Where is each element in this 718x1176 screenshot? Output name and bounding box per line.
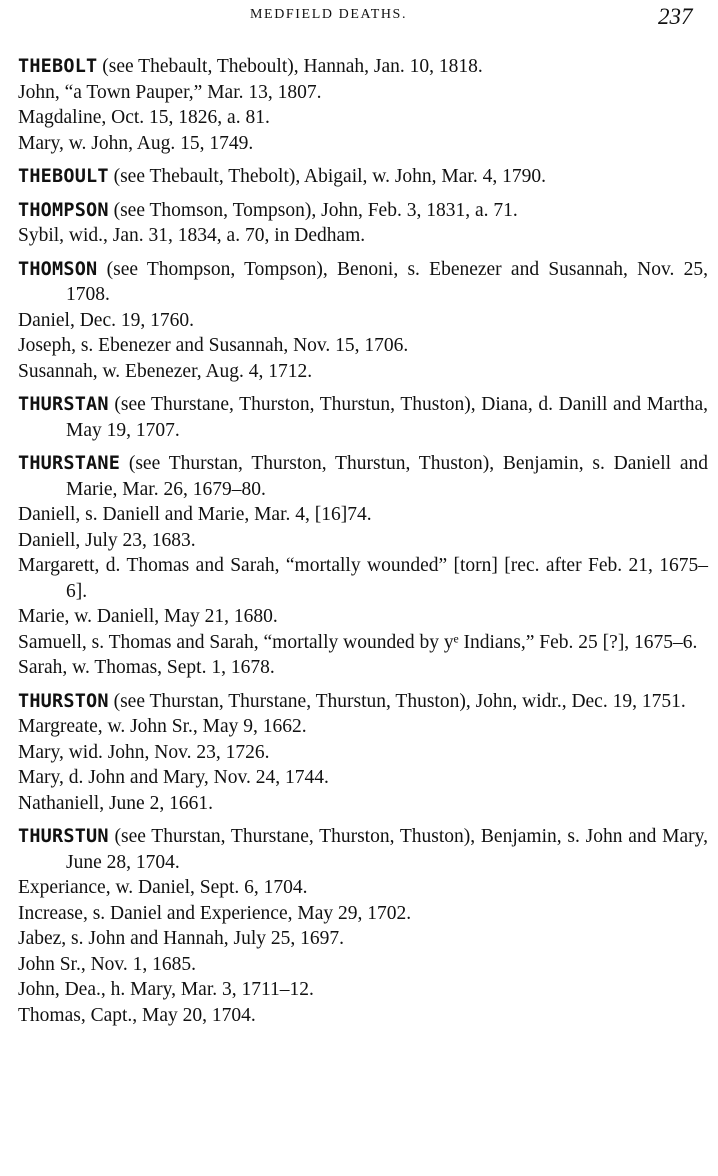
surname: THEBOLT — [18, 56, 98, 77]
surname-group — [18, 164, 708, 190]
death-record: Daniel, Dec. 19, 1760. — [18, 309, 194, 331]
death-record: Thomas, Capt., May 20, 1704. — [18, 1004, 256, 1026]
death-record: Jabez, s. John and Hannah, July 25, 1697. — [18, 928, 345, 949]
death-record: Daniell, July 23, 1683. — [18, 529, 196, 551]
surname-group — [18, 689, 708, 817]
page-number: 237 — [658, 4, 693, 29]
death-record: Margreate, w. John Sr., May 9, 1662. — [18, 716, 307, 737]
death-record: Margarett, d. Thomas and Sarah, “mortally wounded” [torn] [rec. after Feb. 21, 1675–6]. — [18, 555, 708, 602]
surname-first-record: (see Thurstan, Thurstane, Thurston, Thuston), Benjamin, s. John and Mary, June 28, 1704. — [66, 826, 708, 873]
death-record: Experiance, w. Daniel, Sept. 6, 1704. — [18, 877, 308, 898]
surname: THOMSON — [18, 258, 98, 280]
surname-first-record: (see Thebault, Thebolt), Abigail, w. John, Mar. 4, 1790. — [108, 166, 546, 187]
page-header — [0, 4, 718, 34]
death-record: Mary, w. John, Aug. 15, 1749. — [18, 132, 254, 154]
running-head: MEDFIELD DEATHS. — [250, 7, 408, 22]
death-record: Samuell, s. Thomas and Sarah, “mortally wounded by yᵉ Indians,” Feb. 25 [?], 1675–6. — [18, 631, 698, 653]
surname-first-record: (see Thurstan, Thurstane, Thurstun, Thuston), John, widr., Dec. 19, 1751. — [108, 690, 686, 712]
death-record: John Sr., Nov. 1, 1685. — [18, 953, 197, 975]
death-record: Marie, w. Daniell, May 21, 1680. — [18, 606, 278, 627]
surname-first-record: (see Thurstan, Thurston, Thurstun, Thuston), Benjamin, s. Daniell and Marie, Mar. 26, 1679–80. — [66, 453, 708, 500]
surname: THURSTUN — [18, 826, 109, 847]
surname: THEBOULT — [18, 166, 109, 187]
surname-first-record: (see Thebault, Theboult), Hannah, Jan. 10, 1818. — [97, 56, 483, 77]
surname-group — [18, 824, 708, 1028]
death-record: Susannah, w. Ebenezer, Aug. 4, 1712. — [18, 360, 313, 382]
surname-group — [18, 54, 708, 156]
surname-group — [18, 451, 708, 681]
surname: THURSTAN — [18, 394, 109, 415]
register-text — [18, 54, 708, 1036]
death-record: Daniell, s. Daniell and Marie, Mar. 4, [16]74. — [18, 504, 372, 525]
surname-heading-entry — [18, 198, 708, 224]
surname: THURSTON — [18, 690, 109, 712]
surname: THOMPSON — [18, 199, 109, 221]
death-record: Nathaniell, June 2, 1661. — [18, 792, 213, 814]
surname-heading-entry — [18, 54, 708, 80]
death-record: John, Dea., h. Mary, Mar. 3, 1711–12. — [18, 979, 314, 1000]
death-record: Joseph, s. Ebenezer and Susannah, Nov. 15, 1706. — [18, 335, 409, 356]
surname-heading-entry — [18, 392, 708, 443]
death-record: Sybil, wid., Jan. 31, 1834, a. 70, in Dedham. — [18, 225, 366, 246]
death-record: Increase, s. Daniel and Experience, May 29, 1702. — [18, 902, 412, 924]
death-record: Mary, wid. John, Nov. 23, 1726. — [18, 741, 270, 763]
surname-heading-entry — [18, 164, 708, 190]
surname-first-record: (see Thomson, Tompson), John, Feb. 3, 1831, a. 71. — [108, 199, 518, 221]
death-record: Sarah, w. Thomas, Sept. 1, 1678. — [18, 657, 275, 678]
death-record: John, “a Town Pauper,” Mar. 13, 1807. — [18, 81, 322, 103]
surname: THURSTANE — [18, 453, 121, 474]
surname-heading-entry — [18, 689, 708, 715]
death-record: Mary, d. John and Mary, Nov. 24, 1744. — [18, 767, 329, 788]
surname-group — [18, 198, 708, 249]
surname-heading-entry — [18, 451, 708, 502]
surname-first-record: (see Thurstane, Thurston, Thurstun, Thuston), Diana, d. Danill and Martha, May 19, 1707. — [66, 394, 708, 441]
death-record: Magdaline, Oct. 15, 1826, a. 81. — [18, 107, 270, 128]
surname-group — [18, 257, 708, 385]
surname-group — [18, 392, 708, 443]
surname-first-record: (see Thompson, Tompson), Benoni, s. Ebenezer and Susannah, Nov. 25, 1708. — [66, 258, 708, 305]
surname-heading-entry — [18, 824, 708, 875]
surname-heading-entry — [18, 257, 708, 308]
